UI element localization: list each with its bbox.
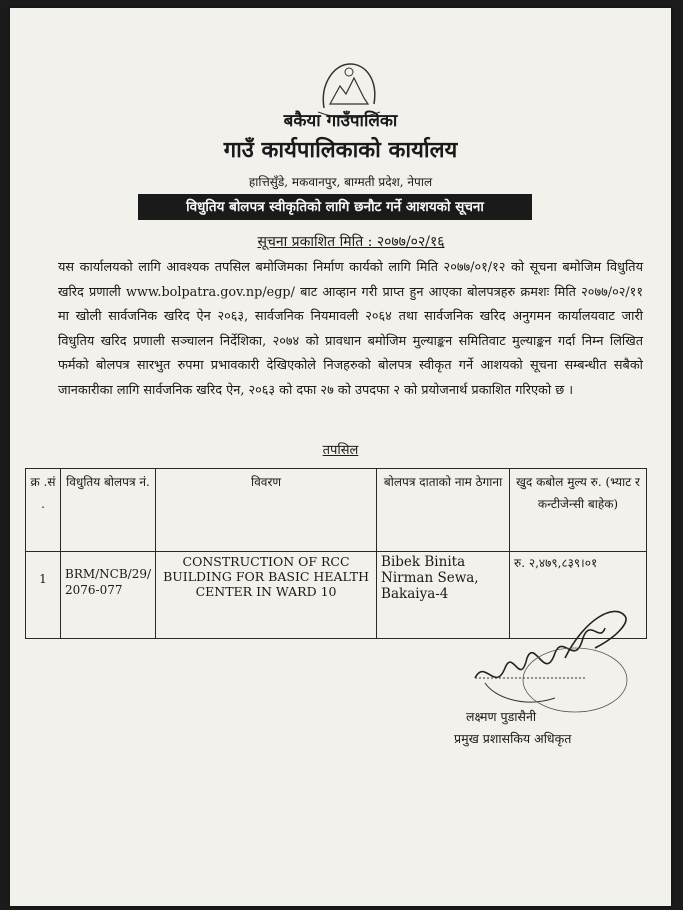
signatory-name: लक्ष्मण पुडासैनी: [466, 709, 537, 724]
office-name: गाउँ कार्यपालिकाको कार्यालय: [223, 137, 458, 163]
details-title: तपसिल: [322, 443, 359, 458]
notice-document: [10, 8, 671, 906]
cell-description: CONSTRUCTION OF RCC BUILDING FOR BASIC HEALTH CENTER IN WARD 10: [156, 552, 377, 639]
notice-body: यस कार्यालयको लागि आवश्यक तपसिल बमोजिमका निर्माण कार्यको लागि मिति २०७७/०१/१२ को सूचना बमोजिम विधुतिय खरिद प्रणाली www.bolpatra.gov.np/egp/ बाट आव्हान गरी प्राप्त हुन आएका बोलपत्रहरु क्रमशः मिति २०७७/०२/११ मा खोली सार्वजनिक खरिद ऐन २०६३, सार्वजनिक नियमावली २०६४ तथा सार्वजनिक खरिद अनुगमन कार्यालयवाट जारी विधुतिय खरिद प्रणाली सञ्चालन निर्देशिका, २०७४ को प्रावधान बमोजिम मुल्याङ्कन समितिवाट मुल्याङ्कन गर्दा निम्न लिखित फर्मको बोलपत्र सारभुत रुपमा प्रभावकारी देखिएकोले निजहरुको बोलपत्र स्वीकृत गर्ने आशयको सूचना सम्बन्धीत सबैको जानकारीका लागि सार्वजनिक खरिद ऐन, २०६३ को दफा २७ को उपदफा २ को प्रयोजनार्थ प्रकाशित गरिएको छ ।: [58, 260, 643, 398]
signatory-title: प्रमुख प्रशासकिय अधिकृत: [454, 731, 572, 746]
header-bid-no: विधुतिय बोलपत्र नं.: [61, 469, 156, 552]
table-header-row: [26, 469, 647, 552]
header-bidder: बोलपत्र दाताको नाम ठेगाना: [377, 469, 510, 552]
header-description: विवरण: [156, 469, 377, 552]
notice-title: विधुतिय बोलपत्र स्वीकृतिको लागि छनौट गर्ने आशयको सूचना: [138, 194, 532, 220]
published-date: सूचना प्रकाशित मिति : २०७७/०२/१६: [257, 234, 445, 250]
cell-bid-no: BRM/NCB/29/ 2076-077: [61, 552, 156, 639]
municipality-name: बकैया गाउँपालिका: [283, 111, 398, 131]
cell-sn: 1: [26, 552, 61, 639]
cell-amount: रु. २,४७९,८३९।०१: [510, 552, 647, 639]
header-sn: क्र .सं .: [26, 469, 61, 552]
office-address: हात्तिसुँडे, मकवानपुर, बाग्मती प्रदेश, नेपाल: [248, 175, 433, 189]
cell-bidder: Bibek Binita Nirman Sewa, Bakaiya-4: [377, 552, 510, 639]
header-amount: खुद कबोल मुल्य रु. (भ्याट र कन्टीजेन्सी बाहेक): [510, 469, 647, 552]
